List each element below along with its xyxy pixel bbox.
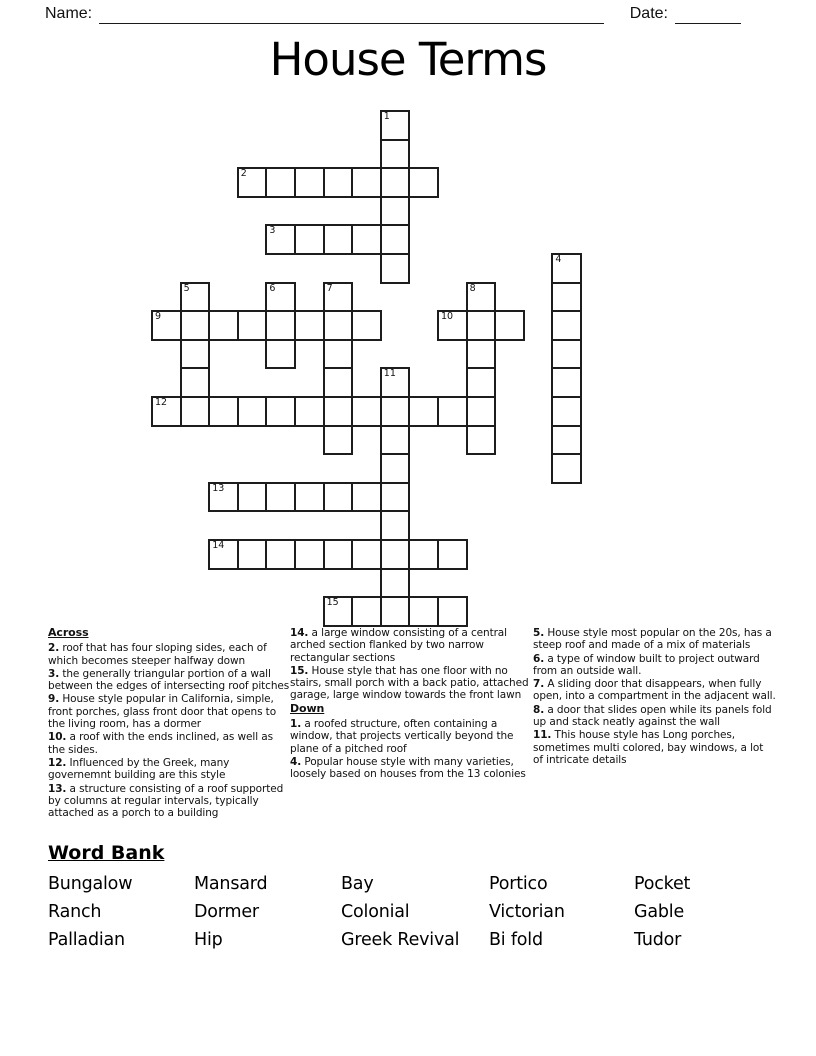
clue-number: 8 — [469, 282, 476, 294]
word-bank-word: Mansard — [194, 874, 268, 894]
grid-cell[interactable] — [180, 310, 211, 341]
word-bank-word: Victorian — [489, 902, 565, 922]
clue-item-number: 12. — [48, 756, 67, 769]
grid-cell[interactable] — [323, 425, 354, 456]
clue-item-number: 5. — [533, 627, 545, 639]
grid-cell[interactable] — [294, 167, 325, 198]
grid-cell[interactable] — [265, 539, 296, 570]
grid-cell[interactable] — [151, 396, 182, 427]
clue-item-number: 2. — [48, 642, 60, 655]
grid-cell[interactable] — [408, 596, 439, 627]
clue-item: 8. a door that slides open while its panels fold up and stack neatly against the wall — [533, 703, 772, 729]
word-bank-title: Word Bank — [48, 842, 165, 864]
word-bank-word: Gable — [634, 902, 685, 922]
grid-cell[interactable] — [380, 539, 411, 570]
grid-cell[interactable] — [180, 396, 211, 427]
grid-cell[interactable] — [351, 310, 382, 341]
clue-item: 9. House style popular in California, simple, front porches, glass front door that opens to the living room, has a dormer — [48, 693, 277, 731]
grid-cell[interactable] — [323, 167, 354, 198]
grid-cell[interactable] — [437, 596, 468, 627]
clue-item-number: 4. — [290, 755, 302, 768]
header-bar — [45, 4, 741, 24]
grid-cell[interactable] — [265, 482, 296, 513]
clue-item-number: 14. — [290, 627, 309, 639]
word-bank-word: Palladian — [48, 930, 125, 950]
clue-item-number: 3. — [48, 667, 60, 680]
grid-cell[interactable] — [237, 539, 268, 570]
grid-cell[interactable] — [380, 367, 411, 398]
grid-cell[interactable] — [208, 482, 239, 513]
grid-cell[interactable] — [466, 425, 497, 456]
grid-cell[interactable] — [380, 425, 411, 456]
date-label: Date: — [629, 5, 668, 22]
clue-item: 11. This house style has Long porches, sometimes multi colored, bay windows, a lot of intricate details — [533, 729, 764, 766]
clue-number: 1 — [383, 111, 390, 122]
word-bank-word: Portico — [489, 874, 548, 894]
clue-item: 12. Influenced by the Greek, many governemnt building are this style — [48, 756, 230, 782]
clue-item: 6. a type of window built to project outward from an outside wall. — [533, 652, 760, 677]
clue-item: 13. a structure consisting of a roof supported by columns at regular intervals, typically attached as a porch to a building — [48, 782, 284, 820]
grid-cell[interactable] — [351, 224, 382, 255]
clue-item-number: 7. — [533, 678, 545, 691]
grid-cell[interactable] — [151, 310, 182, 341]
clue-item-number: 6. — [533, 652, 545, 665]
grid-cell[interactable] — [437, 539, 468, 570]
word-bank-word: Ranch — [48, 902, 102, 922]
grid-cell[interactable] — [466, 396, 497, 427]
grid-cell[interactable] — [265, 167, 296, 198]
grid-cell[interactable] — [351, 596, 382, 627]
name-label: Name: — [45, 5, 93, 22]
clue-number: 6 — [269, 282, 276, 294]
clue-number: 15 — [326, 597, 339, 609]
clue-heading-across: Across — [48, 626, 89, 639]
grid-cell[interactable] — [408, 396, 439, 427]
grid-cell[interactable] — [551, 425, 582, 456]
word-bank-word: Tudor — [634, 930, 682, 950]
grid-cell[interactable] — [551, 310, 582, 341]
grid-cell[interactable] — [380, 253, 411, 284]
grid-cell[interactable] — [237, 482, 268, 513]
grid-cell[interactable] — [323, 596, 354, 627]
grid-cell[interactable] — [551, 253, 582, 284]
grid-cell[interactable] — [437, 310, 468, 341]
grid-cell[interactable] — [380, 568, 411, 599]
clue-number: 9 — [155, 311, 162, 323]
grid-cell[interactable] — [323, 339, 354, 370]
grid-cell[interactable] — [351, 482, 382, 513]
clues-column-middle — [290, 627, 533, 782]
clue-number: 3 — [269, 225, 276, 237]
grid-cell[interactable] — [380, 167, 411, 198]
clue-number: 7 — [326, 282, 333, 294]
grid-cell[interactable] — [494, 310, 525, 341]
grid-cell[interactable] — [380, 224, 411, 255]
grid-cell[interactable] — [551, 339, 582, 370]
word-bank-word: Dormer — [194, 902, 259, 922]
clue-item-number: 11. — [533, 729, 552, 742]
date-blank-line[interactable] — [675, 7, 741, 24]
grid-cell[interactable] — [323, 310, 354, 341]
grid-cell[interactable] — [551, 282, 582, 313]
word-bank-word: Bay — [341, 874, 374, 894]
grid-cell[interactable] — [551, 367, 582, 398]
grid-cell[interactable] — [323, 539, 354, 570]
grid-cell[interactable] — [551, 453, 582, 484]
clue-number: 14 — [212, 540, 225, 551]
grid-cell[interactable] — [437, 396, 468, 427]
word-bank-word: Greek Revival — [341, 930, 460, 950]
grid-cell[interactable] — [466, 367, 497, 398]
clue-item-number: 15. — [290, 664, 309, 677]
grid-cell[interactable] — [265, 396, 296, 427]
grid-cell[interactable] — [180, 282, 211, 313]
grid-cell[interactable] — [294, 310, 325, 341]
grid-cell[interactable] — [380, 196, 411, 227]
clue-number: 2 — [240, 168, 247, 180]
clue-number: 11 — [383, 368, 396, 380]
clue-item-number: 13. — [48, 782, 67, 795]
clues-column-down — [533, 627, 776, 767]
grid-cell[interactable] — [294, 482, 325, 513]
clue-item: 14. a large window consisting of a central arched section flanked by two narrow rectangular sections — [290, 627, 507, 664]
grid-cell[interactable] — [323, 367, 354, 398]
grid-cell[interactable] — [208, 539, 239, 570]
grid-cell[interactable] — [408, 539, 439, 570]
grid-cell[interactable] — [265, 224, 296, 255]
clue-item: 4. Popular house style with many varieties, loosely based on houses from the 13 colonies — [290, 755, 526, 781]
grid-cell[interactable] — [466, 339, 497, 370]
clue-item: 1. a roofed structure, often containing a window, that projects vertically beyond the plane of a pitched roof — [290, 718, 514, 755]
clue-item-number: 10. — [48, 731, 67, 744]
grid-cell[interactable] — [208, 310, 239, 341]
grid-cell[interactable] — [208, 396, 239, 427]
clue-item-number: 9. — [48, 693, 60, 706]
clue-number: 4 — [555, 254, 562, 265]
grid-cell[interactable] — [180, 339, 211, 370]
word-bank-word: Hip — [194, 930, 223, 950]
clues-column-across — [48, 627, 291, 820]
grid-cell[interactable] — [294, 539, 325, 570]
grid-cell[interactable] — [237, 396, 268, 427]
word-bank-word: Bungalow — [48, 874, 133, 894]
clue-number: 5 — [183, 282, 190, 294]
grid-cell[interactable] — [380, 596, 411, 627]
clue-heading-down: Down — [290, 701, 325, 715]
grid-cell[interactable] — [294, 224, 325, 255]
clue-item: 5. House style most popular on the 20s, has a steep roof and made of a mix of materials — [533, 627, 772, 652]
clue-item: 10. a roof with the ends inclined, as well as the sides. — [48, 731, 273, 756]
grid-cell[interactable] — [323, 396, 354, 427]
page-title: House Terms — [269, 33, 547, 86]
clue-number: 13 — [212, 482, 225, 494]
grid-cell[interactable] — [265, 310, 296, 341]
grid-cell[interactable] — [351, 396, 382, 427]
grid-cell[interactable] — [180, 367, 211, 398]
grid-cell[interactable] — [380, 139, 411, 170]
grid-cell[interactable] — [237, 310, 268, 341]
grid-cell[interactable] — [551, 396, 582, 427]
grid-cell[interactable] — [380, 453, 411, 484]
grid-cell[interactable] — [380, 110, 411, 141]
grid-cell[interactable] — [380, 396, 411, 427]
grid-cell[interactable] — [265, 282, 296, 313]
grid-cell[interactable] — [294, 396, 325, 427]
clue-item-number: 1. — [290, 718, 302, 731]
word-bank-word: Pocket — [634, 874, 691, 894]
grid-cell[interactable] — [408, 167, 439, 198]
clue-number: 10 — [441, 311, 454, 323]
grid-cell[interactable] — [380, 482, 411, 513]
grid-cell[interactable] — [323, 482, 354, 513]
grid-cell[interactable] — [351, 167, 382, 198]
grid-cell[interactable] — [323, 224, 354, 255]
clue-item: 15. House style that has one floor with no stairs, small porch with a back patio, attached garage, large window towards the front lawn — [290, 664, 529, 702]
clue-item: 2. roof that has four sloping sides, each of which becomes steeper halfway down — [48, 642, 267, 667]
clue-item: 7. A sliding door that disappears, when fully open, into a compartment in the adjacent wall. — [533, 678, 776, 703]
grid-cell[interactable] — [237, 167, 268, 198]
clue-number: 12 — [155, 397, 168, 408]
grid-cell[interactable] — [466, 282, 497, 313]
grid-cell[interactable] — [351, 539, 382, 570]
grid-cell[interactable] — [323, 282, 354, 313]
clue-item-number: 8. — [533, 703, 545, 716]
name-blank-line[interactable] — [99, 7, 604, 24]
word-bank-word: Colonial — [341, 902, 410, 922]
clue-item: 3. the generally triangular portion of a wall between the edges of intersecting roof pitches — [48, 667, 290, 693]
grid-cell[interactable] — [466, 310, 497, 341]
word-bank-word: Bi fold — [489, 930, 543, 950]
word-bank-list — [48, 870, 748, 954]
grid-cell[interactable] — [380, 510, 411, 541]
grid-cell[interactable] — [265, 339, 296, 370]
